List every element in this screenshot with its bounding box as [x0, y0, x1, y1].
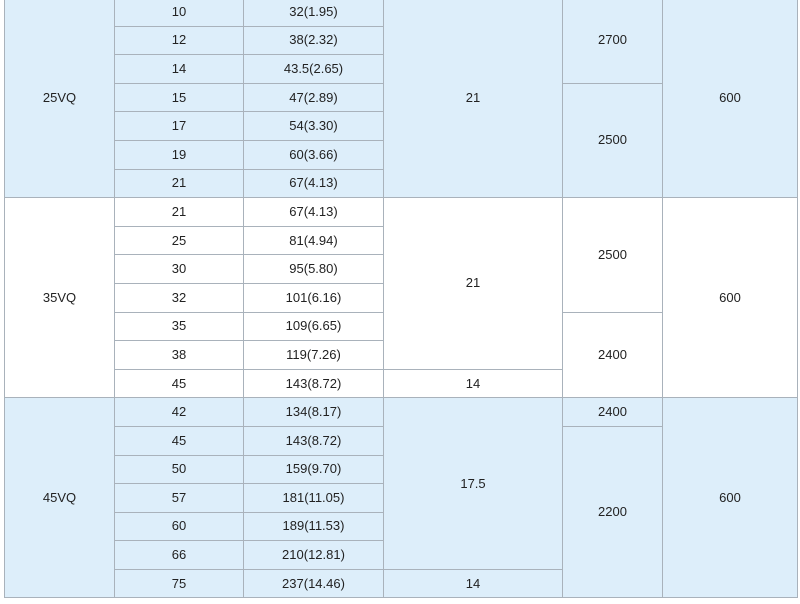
cell-col3: 54(3.30): [244, 112, 384, 141]
table-row: [5, 0, 798, 26]
cell-col2: 25: [115, 226, 244, 255]
cell-col3: 210(12.81): [244, 541, 384, 570]
cell-col2: 50: [115, 455, 244, 484]
cell-col3: 143(8.72): [244, 369, 384, 398]
cell-col4: 14: [384, 369, 563, 398]
cell-col4: 14: [384, 569, 563, 598]
cell-col4: 21: [384, 198, 563, 370]
cell-col2: 19: [115, 140, 244, 169]
cell-col2: 14: [115, 55, 244, 84]
cell-col5: 2500: [563, 83, 663, 197]
cell-col2: 17: [115, 112, 244, 141]
model-cell: 25VQ: [5, 0, 115, 198]
cell-col2: 21: [115, 169, 244, 198]
cell-col3: 119(7.26): [244, 341, 384, 370]
table-row: [5, 198, 798, 227]
cell-col3: 189(11.53): [244, 512, 384, 541]
cell-col4: 17.5: [384, 398, 563, 570]
cell-col4: 21: [384, 0, 563, 198]
model-cell: 45VQ: [5, 398, 115, 598]
cell-col2: 45: [115, 426, 244, 455]
cell-col2: 12: [115, 26, 244, 55]
cell-col3: 67(4.13): [244, 198, 384, 227]
cell-col3: 81(4.94): [244, 226, 384, 255]
cell-col3: 143(8.72): [244, 426, 384, 455]
cell-col3: 43.5(2.65): [244, 55, 384, 84]
cell-col2: 30: [115, 255, 244, 284]
cell-col3: 101(6.16): [244, 283, 384, 312]
cell-col5: 2700: [563, 0, 663, 83]
cell-col2: 15: [115, 83, 244, 112]
cell-col5: 2400: [563, 398, 663, 427]
model-cell: 35VQ: [5, 198, 115, 398]
cell-col3: 134(8.17): [244, 398, 384, 427]
cell-col3: 32(1.95): [244, 0, 384, 26]
cell-col2: 10: [115, 0, 244, 26]
cell-col6: 600: [663, 0, 798, 198]
cell-col3: 38(2.32): [244, 26, 384, 55]
cell-col6: 600: [663, 198, 798, 398]
table-row: [5, 398, 798, 427]
cell-col3: 95(5.80): [244, 255, 384, 284]
spec-table: [4, 0, 798, 598]
cell-col2: 75: [115, 569, 244, 598]
cell-col2: 38: [115, 341, 244, 370]
cell-col2: 32: [115, 283, 244, 312]
cell-col3: 181(11.05): [244, 484, 384, 513]
cell-col2: 45: [115, 369, 244, 398]
cell-col2: 21: [115, 198, 244, 227]
cell-col5: 2400: [563, 312, 663, 398]
cell-col6: 600: [663, 398, 798, 598]
cell-col2: 66: [115, 541, 244, 570]
cell-col3: 47(2.89): [244, 83, 384, 112]
cell-col2: 57: [115, 484, 244, 513]
cell-col5: 2500: [563, 198, 663, 312]
cell-col5: 2200: [563, 426, 663, 598]
cell-col2: 42: [115, 398, 244, 427]
cell-col2: 35: [115, 312, 244, 341]
cell-col3: 109(6.65): [244, 312, 384, 341]
cell-col3: 67(4.13): [244, 169, 384, 198]
cell-col2: 60: [115, 512, 244, 541]
cell-col3: 60(3.66): [244, 140, 384, 169]
cell-col3: 237(14.46): [244, 569, 384, 598]
cell-col3: 159(9.70): [244, 455, 384, 484]
